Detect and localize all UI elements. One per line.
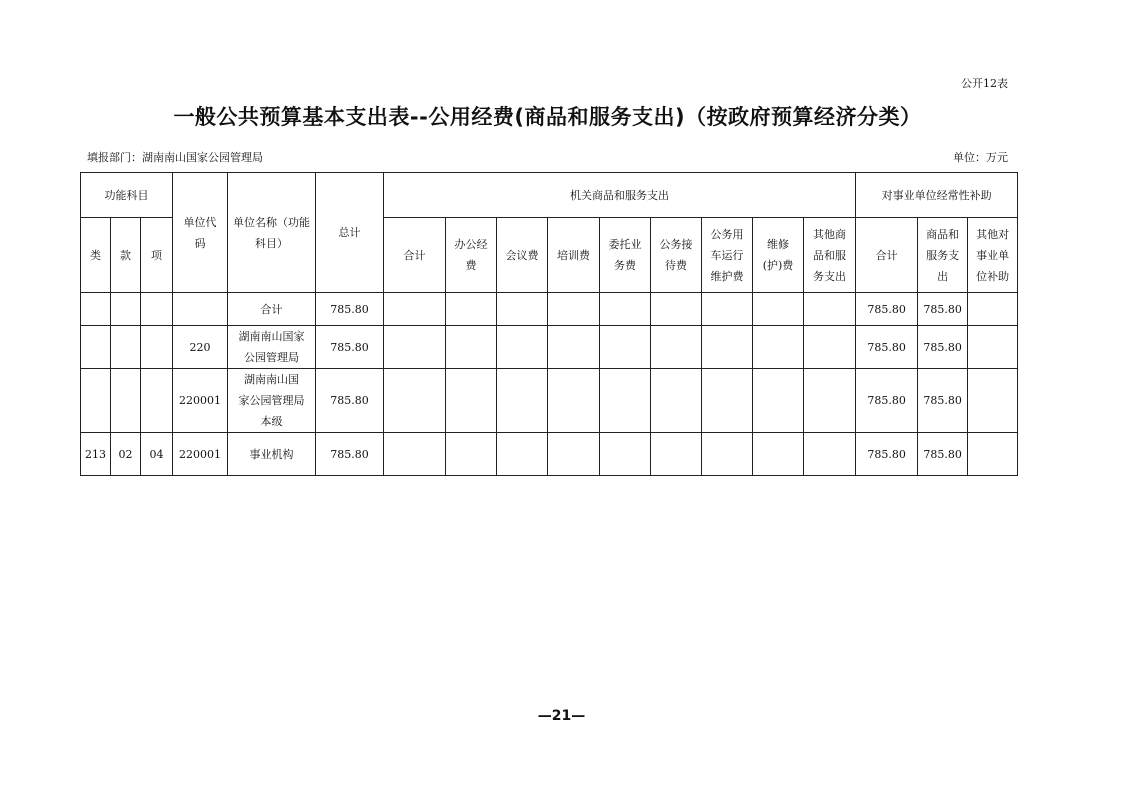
header-unit-name: 单位名称（功能 科目）: [228, 173, 316, 293]
cell-inst-value: 785.80: [918, 326, 968, 369]
cell-org-value: [804, 369, 856, 433]
header-org-col: 委托业 务费: [600, 218, 651, 293]
cell-unit-code: [173, 293, 228, 326]
table-row: [81, 433, 1018, 476]
table-row: [81, 326, 1018, 369]
cell-org-value: [753, 326, 804, 369]
cell-inst-value: [968, 369, 1018, 433]
cell-org-value: [548, 293, 600, 326]
cell-inst-value: 785.80: [856, 326, 918, 369]
cell-org-value: [548, 326, 600, 369]
cell-org-value: [804, 293, 856, 326]
cell-lei: [81, 293, 111, 326]
cell-org-value: [753, 293, 804, 326]
cell-kuan: [111, 326, 141, 369]
cell-org-value: [497, 293, 548, 326]
cell-org-value: [702, 326, 753, 369]
table-row: [81, 369, 1018, 433]
cell-inst-value: 785.80: [856, 369, 918, 433]
cell-kuan: 02: [111, 433, 141, 476]
cell-org-value: [497, 369, 548, 433]
header-kuan: 款: [111, 218, 141, 293]
cell-unit-code: 220001: [173, 369, 228, 433]
cell-org-value: [702, 433, 753, 476]
cell-unit-code: 220: [173, 326, 228, 369]
table-row: [81, 293, 1018, 326]
header-lei: 类: [81, 218, 111, 293]
header-org-col: 培训费: [548, 218, 600, 293]
cell-org-value: [446, 369, 497, 433]
cell-org-value: [497, 433, 548, 476]
cell-inst-value: [968, 293, 1018, 326]
header-org-col: 公务接 待费: [651, 218, 702, 293]
form-number: 公开12表: [961, 77, 1008, 90]
header-org-col: 公务用 车运行 维护费: [702, 218, 753, 293]
cell-xiang: [141, 326, 173, 369]
cell-inst-value: 785.80: [856, 293, 918, 326]
cell-inst-value: [968, 433, 1018, 476]
cell-inst-value: 785.80: [918, 369, 968, 433]
header-org-col: 其他商 品和服 务支出: [804, 218, 856, 293]
cell-unit-code: 220001: [173, 433, 228, 476]
cell-xiang: [141, 293, 173, 326]
cell-org-value: [548, 433, 600, 476]
cell-kuan: [111, 293, 141, 326]
header-inst-col: 其他对 事业单 位补助: [968, 218, 1018, 293]
cell-org-value: [384, 369, 446, 433]
cell-org-value: [702, 293, 753, 326]
header-inst-col: 合计: [856, 218, 918, 293]
cell-total: 785.80: [316, 293, 384, 326]
cell-org-value: [600, 293, 651, 326]
cell-org-value: [651, 293, 702, 326]
cell-org-value: [804, 326, 856, 369]
header-total: 总计: [316, 173, 384, 293]
cell-xiang: [141, 369, 173, 433]
cell-unit-name: 湖南南山国 家公园管理局 本级: [228, 369, 316, 433]
cell-xiang: 04: [141, 433, 173, 476]
cell-org-value: [600, 369, 651, 433]
cell-org-value: [600, 433, 651, 476]
cell-org-value: [384, 433, 446, 476]
cell-org-value: [446, 293, 497, 326]
header-org-col: 合计: [384, 218, 446, 293]
header-org-group: 机关商品和服务支出: [384, 173, 856, 218]
cell-org-value: [600, 326, 651, 369]
cell-unit-name: 事业机构: [228, 433, 316, 476]
header-inst-group: 对事业单位经常性补助: [856, 173, 1018, 218]
cell-org-value: [384, 326, 446, 369]
cell-total: 785.80: [316, 326, 384, 369]
cell-inst-value: 785.80: [856, 433, 918, 476]
header-row-1: [81, 173, 1018, 218]
cell-lei: 213: [81, 433, 111, 476]
cell-inst-value: 785.80: [918, 293, 968, 326]
cell-unit-name: 湖南南山国家 公园管理局: [228, 326, 316, 369]
cell-org-value: [753, 433, 804, 476]
cell-org-value: [651, 326, 702, 369]
cell-org-value: [446, 326, 497, 369]
header-func-subject: 功能科目: [81, 173, 173, 218]
cell-lei: [81, 326, 111, 369]
cell-inst-value: [968, 326, 1018, 369]
header-org-col: 会议费: [497, 218, 548, 293]
header-inst-col: 商品和 服务支 出: [918, 218, 968, 293]
cell-org-value: [651, 369, 702, 433]
cell-org-value: [548, 369, 600, 433]
cell-org-value: [497, 326, 548, 369]
expenditure-table: [80, 172, 1018, 476]
header-unit-code: 单位代 码: [173, 173, 228, 293]
cell-org-value: [804, 433, 856, 476]
cell-org-value: [446, 433, 497, 476]
cell-kuan: [111, 369, 141, 433]
reporting-department: 填报部门：湖南南山国家公园管理局: [87, 151, 263, 164]
cell-org-value: [702, 369, 753, 433]
cell-unit-name: 合计: [228, 293, 316, 326]
cell-org-value: [753, 369, 804, 433]
page-number: —21—: [537, 708, 586, 724]
cell-total: 785.80: [316, 433, 384, 476]
unit-label: 单位：万元: [953, 151, 1008, 164]
header-xiang: 项: [141, 218, 173, 293]
page-title: 一般公共预算基本支出表--公用经费(商品和服务支出)（按政府预算经济分类）: [173, 105, 922, 129]
cell-lei: [81, 369, 111, 433]
header-org-col: 办公经 费: [446, 218, 497, 293]
cell-org-value: [384, 293, 446, 326]
cell-org-value: [651, 433, 702, 476]
cell-total: 785.80: [316, 369, 384, 433]
header-org-col: 维修 (护)费: [753, 218, 804, 293]
cell-inst-value: 785.80: [918, 433, 968, 476]
